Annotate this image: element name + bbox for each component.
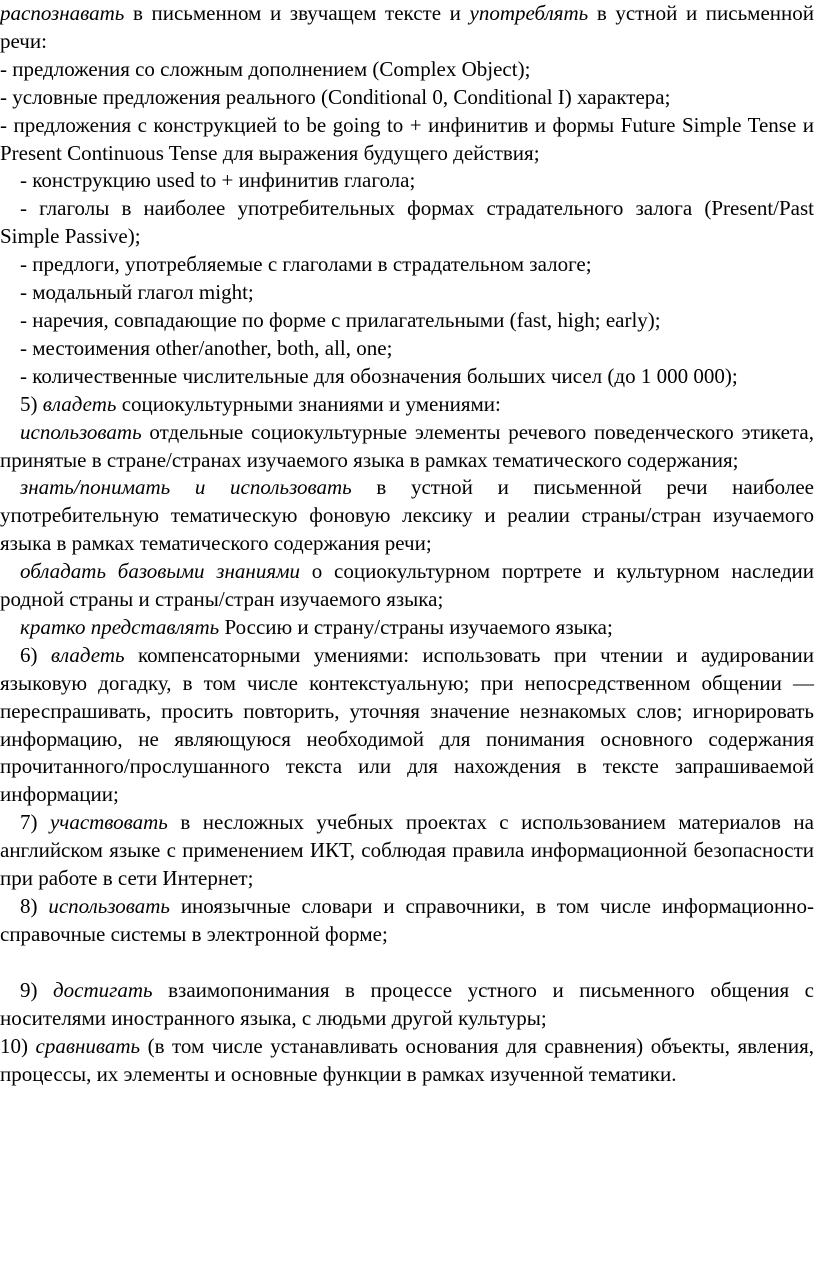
item-number: 10) [0,1033,36,1058]
em-term: сравнивать [35,1033,141,1058]
paragraph-text: о социокультурном портрете и культурном наследии родной страны и страны/стран изучаемого языка; [0,559,814,612]
sub-item [0,474,814,558]
item-number: 8) [20,894,49,918]
list-item [0,307,814,335]
sub-item [0,614,814,642]
numbered-item-5 [0,391,814,419]
paragraph-text: Россию и страну/страны изучаемого языка; [219,614,613,639]
paragraph-text: - конструкцию used to + инфинитив глагола; [20,168,416,193]
item-number: 5) [20,391,43,416]
paragraph-intro [0,0,814,56]
list-item [0,167,814,195]
paragraph-text: (в том числе устанавливать основания для сравнения) объекты, явления, процессы, их элементы и основные функции в рамках изученной тематики. [0,1033,814,1086]
paragraph-text: в устной и письменной речи: [0,1,814,53]
list-item [0,251,814,279]
paragraph-text: взаимопонимания в процессе устного и письменного общения с носителями иностранного языка, с людьми другой культуры; [0,977,814,1030]
numbered-item-6 [0,642,814,809]
paragraph-text: - условные предложения реального (Conditional 0, Conditional I) характера; [0,84,671,109]
paragraph-text: - глаголы в наиболее употребительных формах страдательного залога (Present/Past Simple Passive); [0,196,814,249]
sub-item [0,558,814,614]
list-item [0,363,814,391]
em-term: использовать [48,894,170,918]
em-term: владеть [50,642,125,667]
paragraph-text: - местоимения other/another, both, all, one; [20,335,393,360]
list-item [0,195,814,251]
item-number: 9) [20,977,54,1002]
paragraph-text: социокультурными знаниями и умениями: [116,391,501,416]
em-term: использовать [20,419,142,444]
paragraph-text: иноязычные словари и справочники, в том числе информационно-справочные системы в электронной форме; [0,894,814,946]
numbered-item-8 [0,893,814,949]
paragraph-text: - предложения со сложным дополнением (Complex Object); [0,56,531,81]
list-item [0,279,814,307]
em-term: кратко представлять [20,614,220,639]
paragraph-text: в несложных учебных проектах с использованием материалов на английском языке с применением ИКТ, соблюдая правила информационной безопасности при работе в сети Интернет; [0,810,814,891]
item-number: 7) [20,810,50,835]
sub-item [0,419,814,475]
em-term: употреблять [469,1,589,25]
paragraph-text: - предлоги, употребляемые с глаголами в страдательном залоге; [20,252,592,277]
list-item [0,84,814,112]
paragraph-text: - количественные числительные для обозначения больших чисел (до 1 000 000); [20,363,738,388]
em-term: участвовать [49,810,168,835]
paragraph-text: в устной и письменной речи наиболее употребительную тематическую фоновую лексику и реалии страны/стран изучаемого языка в рамках тематического содержания речи; [0,475,814,556]
paragraph-text: отдельные социокультурные элементы речевого поведенческого этикета, принятые в стране/странах изучаемого языка в рамках тематического содержания; [0,419,814,472]
numbered-item-7 [0,809,814,893]
paragraph-text: компенсаторными умениями: использовать при чтении и аудировании языковую догадку, в том числе контекстуальную; при непосредственном общении — переспрашивать, просить повторить, уточняя значение незнакомых слов; игнорировать информацию, не являющуюся необходимой для понимания основного содержания прочитанного/прослушанного текста или для нахождения в тексте запрашиваемой информации; [0,642,814,807]
list-item [0,56,814,84]
list-item [0,112,814,168]
list-item [0,335,814,363]
numbered-item-10 [0,1033,814,1089]
em-term: знать/понимать и использовать [20,475,352,500]
numbered-item-9 [0,977,814,1033]
em-term: достигать [53,977,153,1002]
em-term: обладать базовыми знаниями [20,559,300,584]
paragraph-text: - модальный глагол might; [20,280,254,305]
paragraph-text: - наречия, совпадающие по форме с прилагательными (fast, high; early); [20,307,661,332]
blank-line [0,949,814,977]
em-term: распознавать [0,1,125,25]
em-term: владеть [42,391,117,416]
paragraph-text: в письменном и звучащем тексте и [124,1,470,25]
paragraph-text: - предложения с конструкцией to be going to + инфинитив и формы Future Simple Tense и Present Continuous Tense для выражения будущего действия; [0,112,814,165]
item-number: 6) [20,642,51,667]
